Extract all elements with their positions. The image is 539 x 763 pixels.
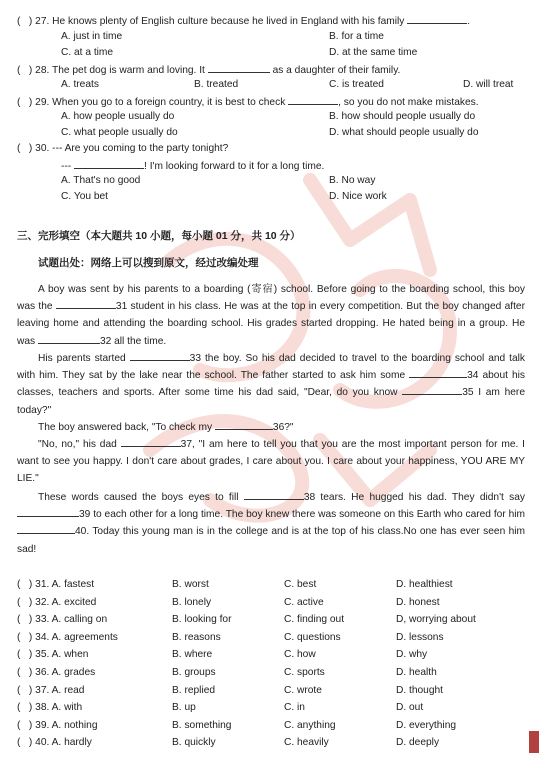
option-c: C. finding out (284, 614, 345, 626)
option-d: D. why (396, 649, 428, 661)
option-c: C. wrote (284, 684, 322, 696)
paren-close: ) (28, 97, 33, 108)
dialog-dash: --- (61, 161, 72, 172)
passage-text: 36?" (272, 422, 294, 433)
paren-close: ) (28, 719, 33, 731)
paren-open: ( (17, 667, 21, 678)
paren-close: ) (28, 16, 33, 27)
passage-paragraph-4 (17, 436, 525, 488)
passage-text: "No, no," his dad (38, 439, 117, 450)
option-a: A. fastest (51, 579, 95, 590)
option-d: D. health (396, 667, 437, 678)
option: D. what should people usually do (329, 127, 479, 138)
answer-row-34: ( ) 34. A. agreements (17, 631, 118, 643)
option-c: C. active (284, 596, 324, 608)
answer-number: 34 (35, 631, 47, 643)
passage-text: 37, "I am here to tell you that you are the most important person for me. I want to see you happy. I don't care about grades, I care about you. I care about your happiness, YOU ARE MY LIE." (17, 439, 525, 485)
option-a: A. nothing (51, 719, 98, 731)
option-c: C. questions (284, 631, 341, 643)
question-text-end: ! I'm looking forward to it for a long time. (144, 161, 325, 172)
question-text-end: . (467, 16, 471, 27)
question-29: ( ) 29. When you go to a foreign country, it is best to check , so you do not make mistakes. (17, 97, 479, 108)
answer-row-39: ( ) 39. A. nothing (17, 719, 98, 731)
paren-close: ) (28, 143, 33, 154)
paren-close: ) (28, 649, 33, 661)
paren-open: ( (17, 702, 21, 714)
option-b: B. worst (172, 579, 209, 590)
answer-row-32: ( ) 32. A. excited (17, 596, 97, 608)
question-text-end: as a daughter of their family. (272, 65, 401, 76)
paren-open: ( (17, 65, 21, 76)
passage-text: 34 about his classes, teachers and sports. After some time his dad said, "Dear, do you know (17, 370, 525, 399)
question-text: He knows plenty of English culture because he lived in England with his family (52, 16, 405, 27)
paren-close: ) (28, 631, 33, 643)
paren-open: ( (17, 596, 21, 608)
question-28: ( ) 28. The pet dog is warm and loving. It as a daughter of their family. (17, 65, 401, 76)
answer-number: 32 (35, 596, 47, 608)
option-b: B. something (172, 719, 232, 731)
option: C. at a time (61, 47, 114, 58)
option: C. You bet (61, 191, 109, 202)
answer-row-35: ( ) 35. A. when (17, 649, 89, 661)
option: A. That's no good (61, 175, 141, 186)
passage-text: 40. Today this young man is in the college and is at the top of his class.No one has ever seen him sad! (17, 526, 525, 555)
question-text: When you go to a foreign country, it is best to check (52, 97, 286, 108)
answer-number: 39 (35, 719, 47, 731)
option-b: B. lonely (172, 596, 212, 608)
passage-text: These words caused the boys eyes to fill (38, 492, 239, 503)
blank-34[interactable] (409, 368, 467, 378)
answer-row-40: ( ) 40. A. hardly (17, 737, 92, 749)
option-a: A. grades (51, 667, 96, 678)
blank-32[interactable] (38, 334, 100, 344)
question-number: 29 (35, 97, 47, 108)
passage-text: The boy answered back, "To check my (38, 422, 213, 433)
option-a: A. with (51, 702, 83, 714)
option: B. for a time (329, 31, 384, 42)
passage-text: 35 I am here today?" (17, 387, 525, 416)
option-a: A. agreements (51, 631, 118, 643)
option-d: D. everything (396, 719, 457, 731)
option: A. how people usually do (61, 111, 175, 122)
option-d: D. out (396, 702, 424, 714)
option-c: C. anything (284, 719, 336, 731)
paren-open: ( (17, 719, 21, 731)
question-27: ( ) 27. He knows plenty of English culture because he lived in England with his family . (17, 16, 471, 27)
option: B. No way (329, 175, 376, 186)
paren-close: ) (28, 596, 33, 608)
page-edge-tab (529, 731, 539, 753)
option-b: B. reasons (172, 631, 221, 643)
answer-number: 37 (35, 684, 47, 696)
option-a: A. calling on (51, 614, 108, 626)
blank-31[interactable] (56, 299, 116, 309)
answer-blank[interactable] (288, 95, 338, 105)
option-d: D. lessons (396, 631, 444, 643)
paren-open: ( (17, 631, 21, 643)
option: D. at the same time (329, 47, 418, 58)
answer-row-38: ( ) 38. A. with (17, 702, 83, 714)
option-d: D, worrying about (396, 614, 476, 626)
answer-row-33: ( ) 33. A. calling on (17, 614, 108, 626)
option-d: D. healthiest (396, 579, 453, 590)
blank-33[interactable] (130, 351, 190, 361)
answer-number: 33 (35, 614, 47, 626)
blank-36[interactable] (215, 420, 273, 430)
passage-paragraph-5 (17, 489, 525, 558)
option-d: D. deeply (396, 737, 440, 749)
option-b: B. replied (172, 684, 216, 696)
option: C. is treated (329, 79, 384, 90)
passage-paragraph-2 (17, 350, 525, 419)
option: D. Nice work (329, 191, 387, 202)
answer-number: 36 (35, 667, 47, 678)
option-d: D. honest (396, 596, 440, 608)
passage-text: 38 tears. He hugged his dad. They didn't say (303, 492, 525, 503)
paren-open: ( (17, 737, 21, 749)
paren-close: ) (28, 702, 33, 714)
question-number: 30 (35, 143, 47, 154)
option-b: B. quickly (172, 737, 216, 749)
answer-number: 31 (35, 579, 47, 590)
option: B. treated (194, 79, 239, 90)
paren-open: ( (17, 614, 21, 626)
option-b: B. groups (172, 667, 216, 678)
passage-text: 33 the boy. So his dad decided to travel to the boarding school and talk with him. They sat by the lake near the school. The father started to ask him some (17, 353, 525, 382)
passage-paragraph-3 (17, 419, 525, 436)
question-text: The pet dog is warm and loving. It (51, 65, 205, 76)
blank-38[interactable] (244, 490, 304, 500)
option-c: C. how (284, 649, 316, 661)
answer-blank[interactable] (208, 63, 270, 73)
option: A. just in time (61, 31, 123, 42)
option-d: D. thought (396, 684, 444, 696)
question-30-reply (61, 159, 324, 172)
paren-close: ) (28, 65, 33, 76)
blank-37[interactable] (121, 437, 181, 447)
paren-open: ( (17, 649, 21, 661)
passage-text: A boy was sent by his parents to a boarding (寄宿) school. Before going to the boarding school, this boy was the (17, 284, 525, 313)
question-number: 28 (35, 65, 47, 76)
option-b: B. looking for (172, 614, 232, 626)
question-number: 27 (35, 16, 47, 27)
passage-text: 39 to each other for a long time. The boy knew there was someone on this Earth who cared for him (79, 509, 525, 521)
paren-open: ( (17, 143, 21, 154)
option-b: B. up (172, 702, 196, 714)
option-a: A. read (51, 684, 85, 696)
answer-blank[interactable] (407, 14, 467, 24)
section-source-note: 试题出处：网络上可以搜到原文，经过改编处理 (38, 257, 259, 269)
option-c: C. in (284, 702, 305, 714)
passage-text: 31 student in his class. He was at the top in every competition. But the boy changed after leaving home and attending the boarding school. His grades started dropping. He hated being in a group. He was (17, 301, 525, 347)
paren-close: ) (28, 667, 33, 678)
option: B. how should people usually do (329, 111, 476, 122)
passage-paragraph-1 (17, 281, 525, 350)
option-a: A. hardly (51, 737, 92, 749)
paren-open: ( (17, 97, 21, 108)
paren-close: ) (28, 579, 33, 590)
answer-row-36: ( ) 36. A. grades (17, 667, 96, 678)
question-text-end: , so you do not make mistakes. (338, 97, 479, 108)
passage-text: 32 all the time. (99, 335, 167, 347)
answer-row-37: ( ) 37. A. read (17, 684, 85, 696)
option-b: B. where (172, 649, 213, 661)
answer-number: 38 (35, 702, 47, 714)
blank-35[interactable] (402, 385, 462, 395)
option-a: A. excited (51, 596, 97, 608)
option-c: C. sports (284, 667, 325, 678)
option-c: C. best (284, 579, 317, 590)
option: C. what people usually do (61, 127, 178, 138)
paren-close: ) (28, 614, 33, 626)
answer-row-31: ( ) 31. A. fastest (17, 579, 95, 590)
answer-number: 40 (35, 737, 47, 749)
paren-open: ( (17, 16, 21, 27)
option: D. will treat (463, 79, 514, 90)
blank-40[interactable] (17, 524, 75, 534)
option: A. treats (61, 79, 99, 90)
paren-open: ( (17, 579, 21, 590)
paren-open: ( (17, 684, 21, 696)
question-30: ( ) 30. --- Are you coming to the party tonight? (17, 143, 229, 154)
section-heading: 三、完形填空（本大题共 10 小题，每小题 01 分，共 10 分） (17, 230, 301, 242)
blank-39[interactable] (17, 507, 79, 517)
paren-close: ) (28, 684, 33, 696)
option-a: A. when (51, 649, 89, 661)
paren-close: ) (28, 737, 33, 749)
question-text: --- Are you coming to the party tonight? (52, 143, 229, 154)
answer-number: 35 (35, 649, 47, 661)
answer-blank[interactable] (74, 159, 144, 169)
option-c: C. heavily (284, 737, 329, 749)
passage-text: His parents started (38, 353, 126, 364)
